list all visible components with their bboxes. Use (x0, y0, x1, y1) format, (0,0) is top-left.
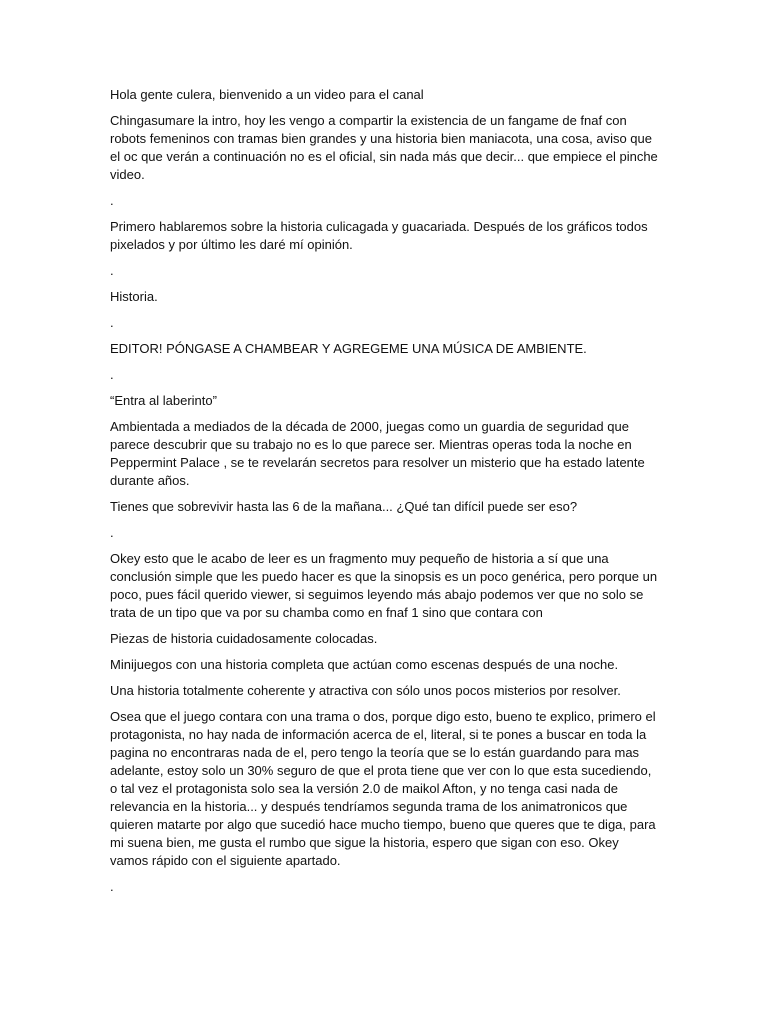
paragraph-plan: Primero hablaremos sobre la historia culicagada y guacariada. Después de los gráficos todos pixelados y por último les daré mí opinión. (110, 219, 648, 252)
paragraph-separator: . (110, 263, 114, 278)
paragraph-quote-title: “Entra al laberinto” (110, 393, 217, 408)
paragraph-feature-3: Una historia totalmente coherente y atractiva con sólo unos pocos misterios por resolver. (110, 683, 621, 698)
paragraph-commentary: Okey esto que le acabo de leer es un fragmento muy pequeño de historia a sí que una conclusión simple que les puedo hacer es que la sinopsis es un poco genérica, pero porque un poco, pues fácil querido viewer, si seguimos leyendo más abajo podemos ver que no solo se trata de un tipo que va por su chamba como en fnaf 1 sino que contara con (110, 551, 658, 620)
paragraph-intro: Chingasumare la intro, hoy les vengo a compartir la existencia de un fangame de fnaf con robots femeninos con tramas bien grandes y una historia bien maniacota, una cosa, aviso que el oc que verán a continuación no es el oficial, sin nada más que decir... que empiece el pinche video. (110, 113, 658, 182)
paragraph-greeting: Hola gente culera, bienvenido a un video para el canal (110, 87, 424, 102)
paragraph-feature-2: Minijuegos con una historia completa que actúan como escenas después de una noche. (110, 657, 619, 672)
paragraph-separator: . (110, 193, 114, 208)
paragraph-survive: Tienes que sobrevivir hasta las 6 de la mañana... ¿Qué tan difícil puede ser eso? (110, 499, 578, 514)
document-page (110, 86, 658, 904)
paragraph-editor-note: EDITOR! PÓNGASE A CHAMBEAR Y AGREGEME UNA MÚSICA DE AMBIENTE. (110, 341, 587, 356)
paragraph-separator: . (110, 879, 114, 894)
paragraph-feature-1: Piezas de historia cuidadosamente colocadas. (110, 631, 378, 646)
paragraph-separator: . (110, 367, 114, 382)
paragraph-synopsis: Ambientada a mediados de la década de 2000, juegas como un guardia de seguridad que parece descubrir que su trabajo no es lo que parece ser. Mientras operas toda la noche en Peppermint Palace , se te revelarán secretos para resolver un misterio que ha estado latente durante años. (110, 419, 645, 488)
paragraph-separator: . (110, 525, 114, 540)
section-heading-historia: Historia. (110, 289, 158, 304)
paragraph-separator: . (110, 315, 114, 330)
paragraph-analysis: Osea que el juego contara con una trama o dos, porque digo esto, bueno te explico, primero el protagonista, no hay nada de información acerca de el, literal, si te pones a buscar en toda la pagina no encontraras nada de el, pero tengo la teoría que se lo están guardando para mas adelante, estoy solo un 30% seguro de que el prota tiene que ver con lo que esta sucediendo, o tal vez el protagonista solo sea la versión 2.0 de maikol Afton, y no tenga casi nada de relevancia en la historia... y después tendríamos segunda trama de los animatronicos que quieren matarte por algo que sucedió hace mucho tiempo, bueno que queres que te diga, para mi suena bien, me gusta el rumbo que sigue la historia, espero que sigan con eso. Okey vamos rápido con el siguiente apartado. (110, 709, 656, 868)
